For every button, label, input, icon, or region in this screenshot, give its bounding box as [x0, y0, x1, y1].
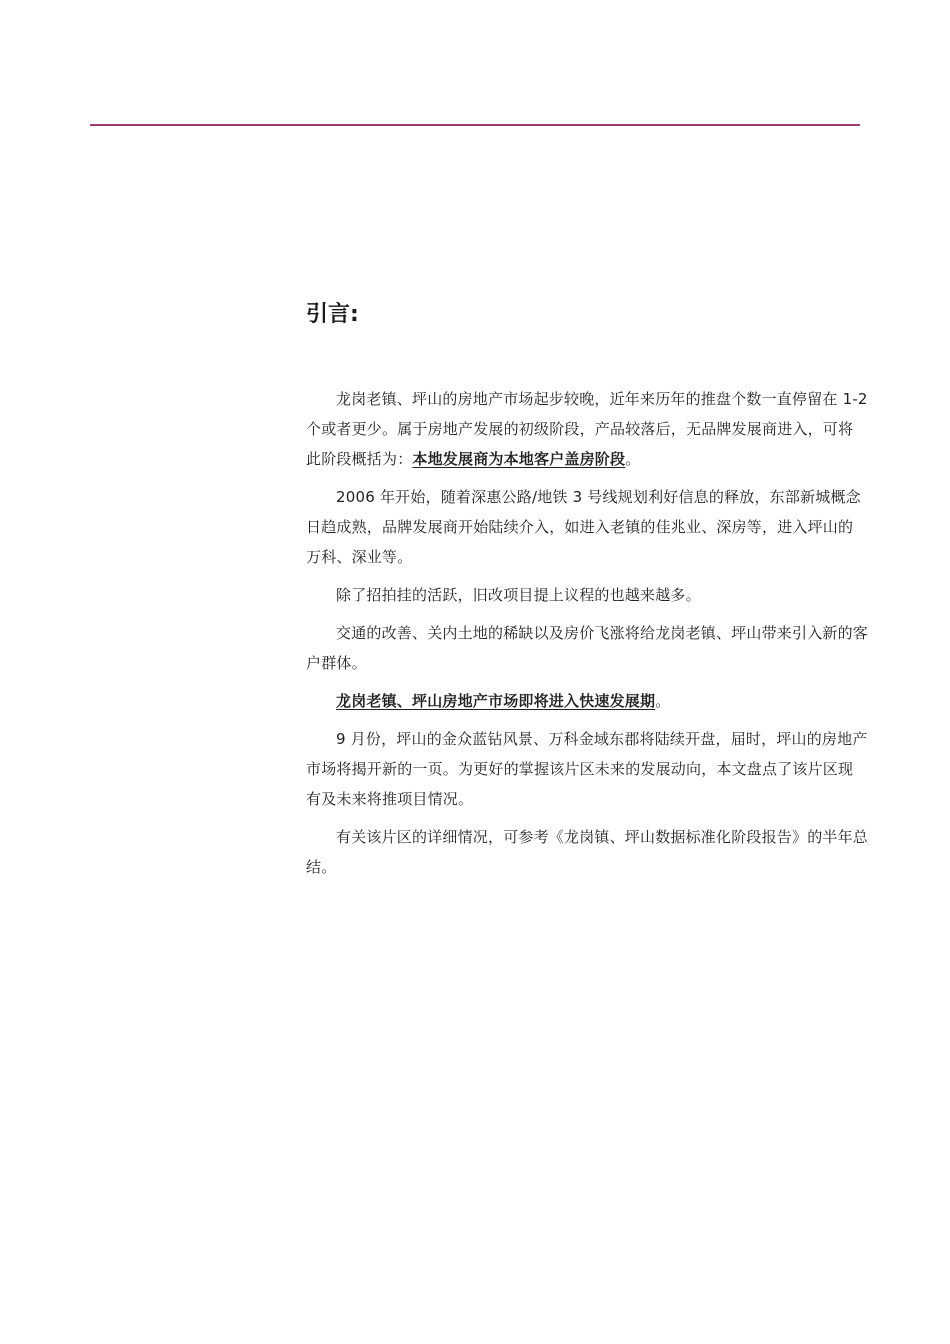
document-body [306, 298, 868, 890]
paragraph-6: 9 月份，坪山的金众蓝钻风景、万科金域东郡将陆续开盘，届时，坪山的房地产市场将揭开新的一页。为更好的掌握该片区未来的发展动向，本文盘点了该片区现有及未来将推项目情况。 [306, 730, 868, 808]
paragraph-3: 除了招拍挂的活跃，旧改项目提上议程的也越来越多。 [336, 586, 701, 604]
paragraph-4: 交通的改善、关内土地的稀缺以及房价飞涨将给龙岗老镇、坪山带来引入新的客户群体。 [306, 624, 869, 672]
paragraph-1-end: 。 [625, 450, 641, 468]
header-rule [90, 124, 860, 126]
paragraph-2: 2006 年开始，随着深惠公路/地铁 3 号线规划利好信息的释放，东部新城概念日趋成熟，品牌发展商开始陆续介入，如进入老镇的佳兆业、深房等，进入坪山的万科、深业等。 [306, 488, 861, 566]
paragraph-5-end: 。 [655, 692, 671, 710]
paragraph-5-emphasis: 龙岗老镇、坪山房地产市场即将进入快速发展期 [336, 692, 656, 710]
paragraph-1 [306, 384, 868, 474]
paragraph-1-emphasis: 本地发展商为本地客户盖房阶段 [412, 450, 626, 468]
page-title: 引言: [306, 302, 359, 327]
paragraph-5 [306, 686, 868, 716]
paragraph-1-text: 龙岗老镇、坪山的房地产市场起步较晚，近年来历年的推盘个数一直停留在 1-2 个或者更少。属于房地产发展的初级阶段，产品较落后，无品牌发展商进入，可将此阶段概括为： [306, 390, 868, 468]
paragraph-7: 有关该片区的详细情况，可参考《龙岗镇、坪山数据标准化阶段报告》的半年总结。 [306, 828, 869, 876]
